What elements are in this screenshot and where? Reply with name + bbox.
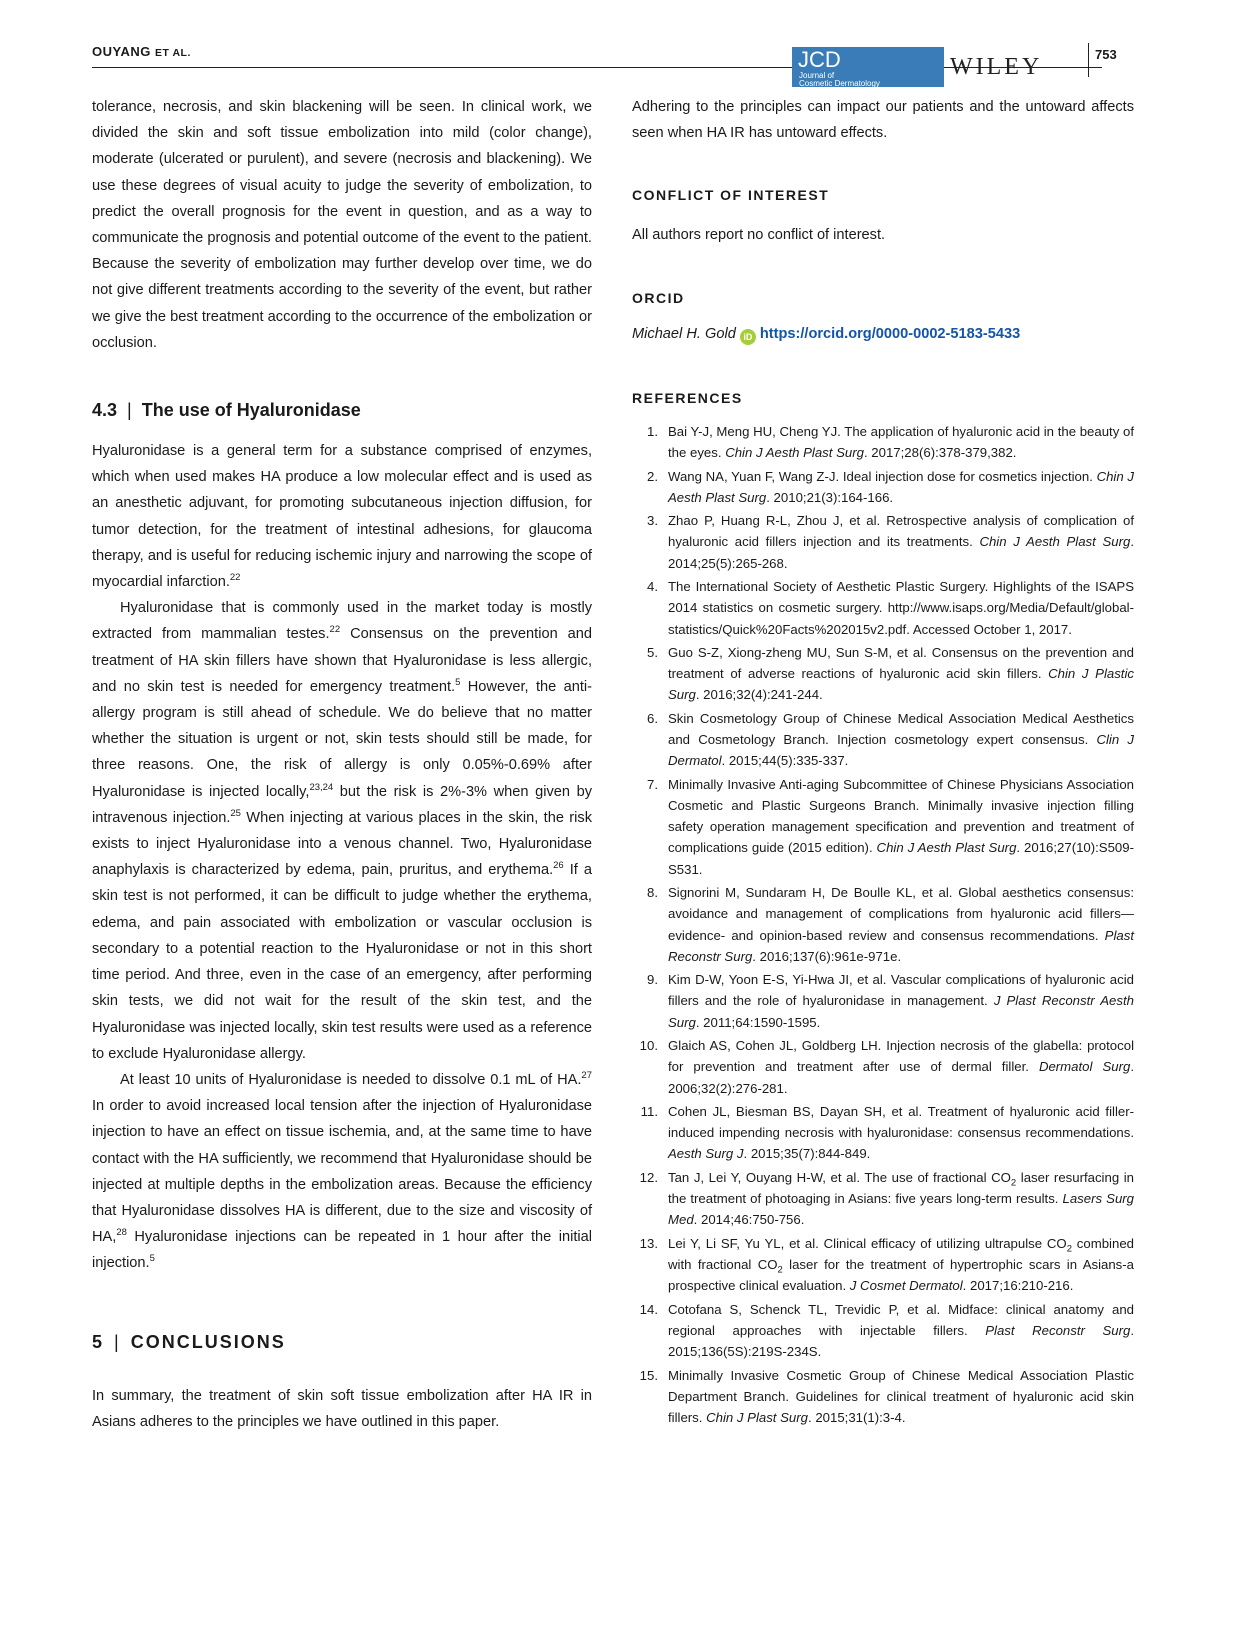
heading-orcid: ORCID: [632, 289, 685, 306]
reference-item: 9. Kim D-W, Yoon E-S, Yi-Hwa JI, et al. Vascular complications of hyaluronic acid fillers and the role of hyaluronidase in management. J Plast Reconstr Aesth Surg. 2011;64:1590-1595.: [647, 972, 1134, 1030]
reference-list: [632, 421, 1134, 1429]
section-heading-5: 5 | CONCLUSIONS: [92, 1331, 286, 1352]
conflict-of-interest-text: All authors report no conflict of interest.: [632, 227, 886, 244]
section-heading-4-3: 4.3 | The use of Hyaluronidase: [92, 400, 361, 421]
paragraph-skin-tests: Hyaluronidase that is commonly used in the market today is mostly extracted from mammalian testes.$^{22}$ Consensus on the prevention and treatment of HA skin fillers have shown that Hyaluronidase is less allergic, and no skin test is needed for emergency treatment.$^5$ However, the anti-allergy program is still ahead of schedule. We do believe that no matter whether the situation is urgent or not, skin tests should still be made, for three reasons. One, the risk of allergy is only 0.05%-0.69% after Hyaluronidase is injected locally,$^{23,24}$ but the risk is 2%-3% when given by intravenous injection.$^{25}$ When injecting at various places in the skin, the risk exists to inject Hyaluronidase into a venous channel. Two, Hyaluronidase anaphylaxis is characterized by edema, pain, pruritus, and erythema.$^{26}$ If a skin test is not performed, it can be difficult to judge whether the erythema, edema, and pain associated with embolization or vascular occlusion is secondary to a potential reaction to the Hyaluronidase or not in this short time period. And three, even in the case of an emergency, after performing skin tests, we did not wait for the result of the skin test, and the Hyaluronidase was injected locally, skin test results were used as a reference to exclude Hyaluronidase allergy.: [92, 600, 593, 1062]
reference-item: 1. Bai Y-J, Meng HU, Cheng YJ. The application of hyaluronic acid in the beauty of the eyes. Chin J Aesth Plast Surg. 2017;28(6):378-379,382.: [647, 423, 1134, 461]
orcid-author-name: Michael H. Gold: [632, 325, 736, 342]
right-column: [632, 94, 1134, 1431]
running-head-authors: OUYANG ET AL.: [92, 44, 191, 59]
reference-item: 13. Lei Y, Li SF, Yu YL, et al. Clinical efficacy of utilizing ultrapulse $CO_2$ combined with fractional $CO_2$ laser for the treatment of hypertrophic scars in Asians-a prospective clinical evaluation. J Cosmet Dermatol. 2017;16:210-216.: [639, 1235, 1135, 1294]
reference-item: 15. Minimally Invasive Cosmetic Group of Chinese Medical Association Plastic Department Branch. Guidelines for clinical treatment of hyaluronic acid skin fillers. Chin J Plast Surg. 2015;31(1):3-4.: [639, 1367, 1134, 1426]
paragraph-dosage: At least 10 units of Hyaluronidase is needed to dissolve 0.1 mL of HA.$^{27}$ In order to avoid increased local tension after the injection of Hyaluronidase injection to have an effect on tissue ischemia, and, at the same time to have contact with the HA sufficiently, we recommend that Hyaluronidase should be injected at multiple depths in the embolization areas. Because the efficiency that Hyaluronidase dissolves HA is different, due to the size and viscosity of HA,$^{28}$ Hyaluronidase injections can be repeated in 1 hour after the initial injection.$^5$: [92, 1070, 592, 1272]
reference-item: 5. Guo S-Z, Xiong-zheng MU, Sun S-M, et al. Consensus on the prevention and treatment of adverse reactions of hyaluronic acid skin fillers. Chin J Plastic Surg. 2016;32(4):241-244.: [647, 645, 1134, 703]
publisher-logo: WILEY: [950, 54, 1043, 80]
reference-item: 10. Glaich AS, Cohen JL, Goldberg LH. Injection necrosis of the glabella: protocol for prevention and treatment after use of dermal filler. Dermatol Surg. 2006;32(2):276-281.: [639, 1038, 1134, 1096]
reference-item: 8. Signorini M, Sundaram H, De Boulle KL, et al. Global aesthetics consensus: avoidance and management of complications from hyaluronic acid fillers—evidence- and opinion-based review and consensus recommendations. Plast Reconstr Surg. 2016;137(6):961e-971e.: [647, 885, 1134, 964]
reference-item: 2. Wang NA, Yuan F, Wang Z-J. Ideal injection dose for cosmetics injection. Chin J Aesth Plast Surg. 2010;21(3):164-166.: [647, 468, 1134, 505]
left-column: [92, 94, 592, 1435]
orcid-icon: iD: [740, 329, 756, 345]
reference-item: 14. Cotofana S, Schenck TL, Trevidic P, et al. Midface: clinical anatomy and regional approaches with injectable fillers. Plast Reconstr Surg. 2015;136(5S):219S-234S.: [639, 1301, 1134, 1360]
reference-item: 11. Cohen JL, Biesman BS, Dayan SH, et al. Treatment of hyaluronic acid filler-induced impending necrosis with hyaluronidase: consensus recommendations. Aesth Surg J. 2015;35(7):844-849.: [640, 1104, 1134, 1162]
page-number-divider: [1088, 43, 1089, 77]
reference-item: 7. Minimally Invasive Anti-aging Subcommittee of Chinese Physicians Association Cosmetic and Plastic Surgeons Branch. Minimally invasive injection filling safety operation management specification and prevention and treatment of complications guide (2015 edition). Chin J Aesth Plast Surg. 2016;27(10):S509-S531.: [647, 776, 1134, 877]
reference-item: 4. The International Society of Aesthetic Plastic Surgery. Highlights of the ISAPS 2014 statistics on cosmetic surgery. http://www.isaps.org/Media/Default/global-statistics/Quick%20Facts%202015v2.pdf. Accessed October 1, 2017.: [647, 579, 1134, 637]
paragraph-continued: tolerance, necrosis, and skin blackening will be seen. In clinical work, we divided the skin and soft tissue embolization into mild (color change), moderate (ulcerated or purulent), and severe (necrosis and blackening). We use these degrees of visual acuity to judge the severity of embolization, to predict the overall prognosis for the event in question, and as a way to communicate the prognosis and potential outcome of the event to the patient. Because the severity of embolization may further develop over time, we do not give different treatments according to the severity of the event, but rather we give the best treatment according to the occurrence of the embolization or occlusion.: [92, 99, 592, 351]
journal-logo-subtitle: Journal of Cosmetic Dermatology: [799, 71, 880, 88]
journal-logo-abbr: JCD: [798, 47, 841, 72]
reference-item: 6. Skin Cosmetology Group of Chinese Medical Association Medical Aesthetics and Cosmetology Branch. Injection cosmetology expert consensus. Clin J Dermatol. 2015;44(5):335-337.: [647, 710, 1134, 769]
paragraph-conclusions-continued: Adhering to the principles can impact our patients and the untoward affects seen when HA IR has untoward effects.: [632, 99, 1134, 142]
orcid-link[interactable]: https://orcid.org/0000-0002-5183-5433: [759, 325, 1021, 342]
heading-references: REFERENCES: [632, 389, 743, 406]
reference-item: 3. Zhao P, Huang R-L, Zhou J, et al. Retrospective analysis of complication of hyaluronic acid fillers injection and its treatments. Chin J Aesth Plast Surg. 2014;25(5):265-268.: [647, 513, 1135, 571]
orcid-entry: [632, 321, 1134, 347]
heading-conflict-of-interest: CONFLICT OF INTEREST: [632, 187, 830, 204]
reference-item: 12. Tan J, Lei Y, Ouyang H-W, et al. The use of fractional $CO_2$ laser resurfacing in the treatment of photoaging in Asians: five years long-term results. Lasers Surg Med. 2014;46:750-756.: [639, 1169, 1134, 1228]
paragraph-conclusions: In summary, the treatment of skin soft tissue embolization after HA IR in Asians adheres to the principles we have outlined in this paper.: [92, 1387, 592, 1430]
paragraph-hyaluronidase-definition: Hyaluronidase is a general term for a substance comprised of enzymes, which when used makes HA produce a low molecular effect and is used as an anesthetic adjuvant, for promoting subcutaneous injection diffusion, for tumor detection, for the treatment of intestinal adhesions, for glaucoma therapy, and is useful for reducing ischemic injury and narrowing the scope of myocardial infarction.$^{22}$: [92, 443, 592, 591]
page-number: 753: [1095, 47, 1117, 62]
journal-logo: [792, 47, 944, 87]
